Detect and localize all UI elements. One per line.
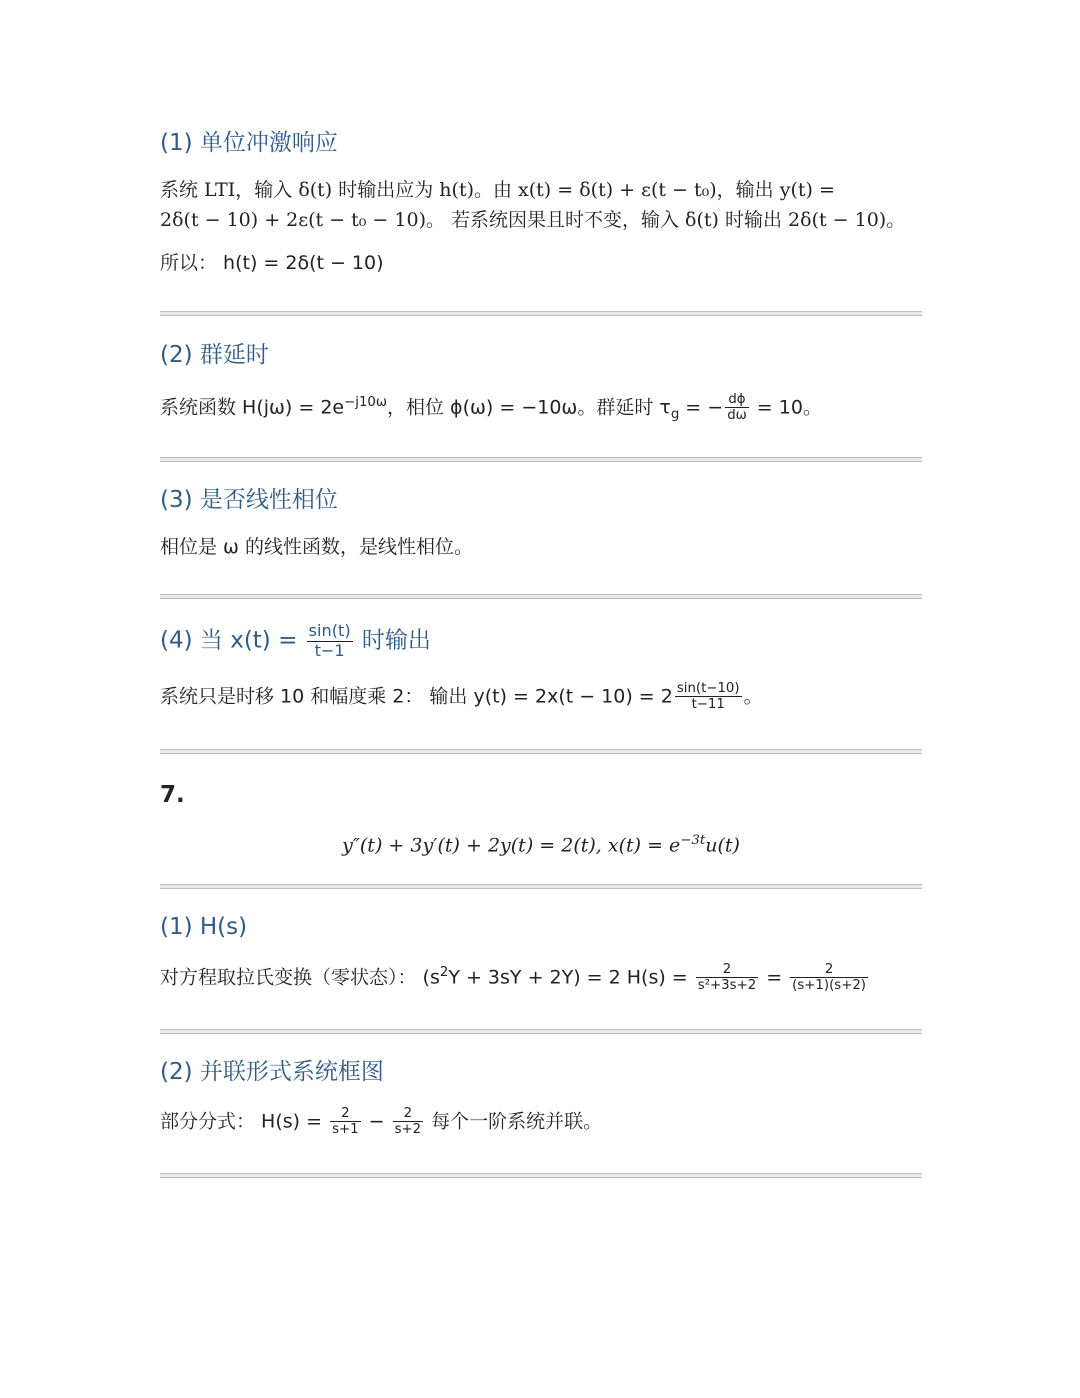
title-run: 时输出 (354, 627, 431, 654)
paragraph-line (160, 1106, 922, 1138)
section-transfer-function (160, 912, 922, 942)
group-delay-body (160, 388, 922, 430)
fraction (790, 962, 868, 994)
fraction-denominator: s+2 (394, 1122, 422, 1138)
text-run: 对方程取拉氏变换（零状态）： (s (160, 966, 440, 989)
text-run: 部分分式： H(s) = (160, 1110, 329, 1133)
problem-7-equation (160, 826, 922, 860)
fraction-denominator: s²+3s+2 (697, 978, 757, 994)
impulse-result (160, 248, 922, 278)
exponent: −j10ω (344, 395, 388, 410)
fraction-numerator: 2 (330, 1106, 361, 1122)
fraction-denominator: t−11 (691, 697, 725, 713)
fraction (675, 681, 742, 713)
output-body (160, 681, 922, 713)
text-run: − (362, 1110, 391, 1133)
paragraph-line: 相位是 ω 的线性函数，是线性相位。 (160, 536, 473, 558)
linear-phase-body (160, 532, 922, 562)
impulse-response-body (160, 175, 922, 235)
equation-run: y″(t) + 3y′(t) + 2y(t) = 2(t), x(t) = e (342, 834, 681, 857)
fraction (330, 1106, 361, 1138)
section-title: (3) 是否线性相位 (160, 487, 338, 513)
section-divider (160, 457, 922, 462)
text-run: = 10。 (750, 396, 822, 419)
fraction-numerator: 2 (696, 962, 758, 978)
fraction-numerator: sin(t) (308, 621, 351, 640)
text-run: 。 (743, 685, 763, 708)
section-title: (1) H(s) (160, 914, 248, 940)
paragraph-line: 2δ(t − 10) + 2ε(t − t₀ − 10)。 若系统因果且时不变，输入 δ(t) 时输出 2δ(t − 10)。 (160, 209, 906, 231)
result-line: 所以： h(t) = 2δ(t − 10) (160, 252, 384, 274)
section-divider (160, 1029, 922, 1034)
paragraph-line (160, 681, 922, 713)
fraction-denominator: t−1 (314, 640, 345, 660)
section-output (160, 622, 922, 660)
section-divider (160, 311, 922, 316)
fraction (307, 622, 353, 660)
parallel-form-body (160, 1106, 922, 1138)
subscript: g (670, 407, 680, 423)
title-run: (4) 当 x(t) = (160, 627, 305, 654)
fraction-numerator: 2 (393, 1106, 424, 1122)
fraction-denominator: (s+1)(s+2) (792, 978, 866, 994)
fraction-denominator: s+1 (332, 1122, 359, 1138)
text-run: 系统函数 H(jω) = 2e (160, 396, 345, 419)
paragraph-line: 系统 LTI，输入 δ(t) 时输出应为 h(t)。由 x(t) = δ(t) + ε(t − t₀)，输出 y(t) = (160, 179, 835, 201)
section-divider (160, 884, 922, 889)
fraction (696, 962, 758, 994)
section-group-delay (160, 340, 922, 370)
fraction (393, 1106, 424, 1138)
section-divider (160, 749, 922, 754)
section-title: (2) 群延时 (160, 342, 269, 368)
paragraph-line (160, 958, 922, 994)
paragraph-line (160, 388, 922, 430)
fraction (725, 392, 749, 424)
transfer-function-body (160, 958, 922, 994)
fraction-numerator: sin(t−10) (676, 681, 740, 696)
text-run: 每个一阶系统并联。 (425, 1110, 603, 1133)
exponent: −3t (680, 833, 706, 848)
text-run: Y + 3sY + 2Y) = 2 H(s) = (448, 966, 694, 989)
section-impulse-response (160, 128, 922, 158)
text-run: = (760, 966, 789, 989)
text-run: = − (679, 396, 724, 419)
section-linear-phase (160, 485, 922, 515)
fraction-numerator: 2 (790, 962, 868, 978)
fraction-numerator: dϕ (725, 392, 749, 408)
text-run: 系统只是时移 10 和幅度乘 2： 输出 y(t) = 2x(t − 10) = 2 (160, 685, 673, 708)
section-parallel-form (160, 1057, 922, 1087)
equation-run: u(t) (705, 834, 740, 857)
section-divider (160, 594, 922, 599)
fraction-denominator: dω (727, 408, 747, 424)
problem-number: 7. (160, 782, 185, 808)
problem-7 (160, 780, 922, 810)
section-divider (160, 1173, 922, 1178)
section-title: (1) 单位冲激响应 (160, 130, 338, 156)
section-title (160, 622, 922, 660)
text-run: ，相位 ϕ(ω) = −10ω。群延时 τ (387, 396, 671, 419)
section-title: (2) 并联形式系统框图 (160, 1059, 384, 1085)
exponent: 2 (439, 965, 449, 980)
equation (160, 826, 922, 860)
